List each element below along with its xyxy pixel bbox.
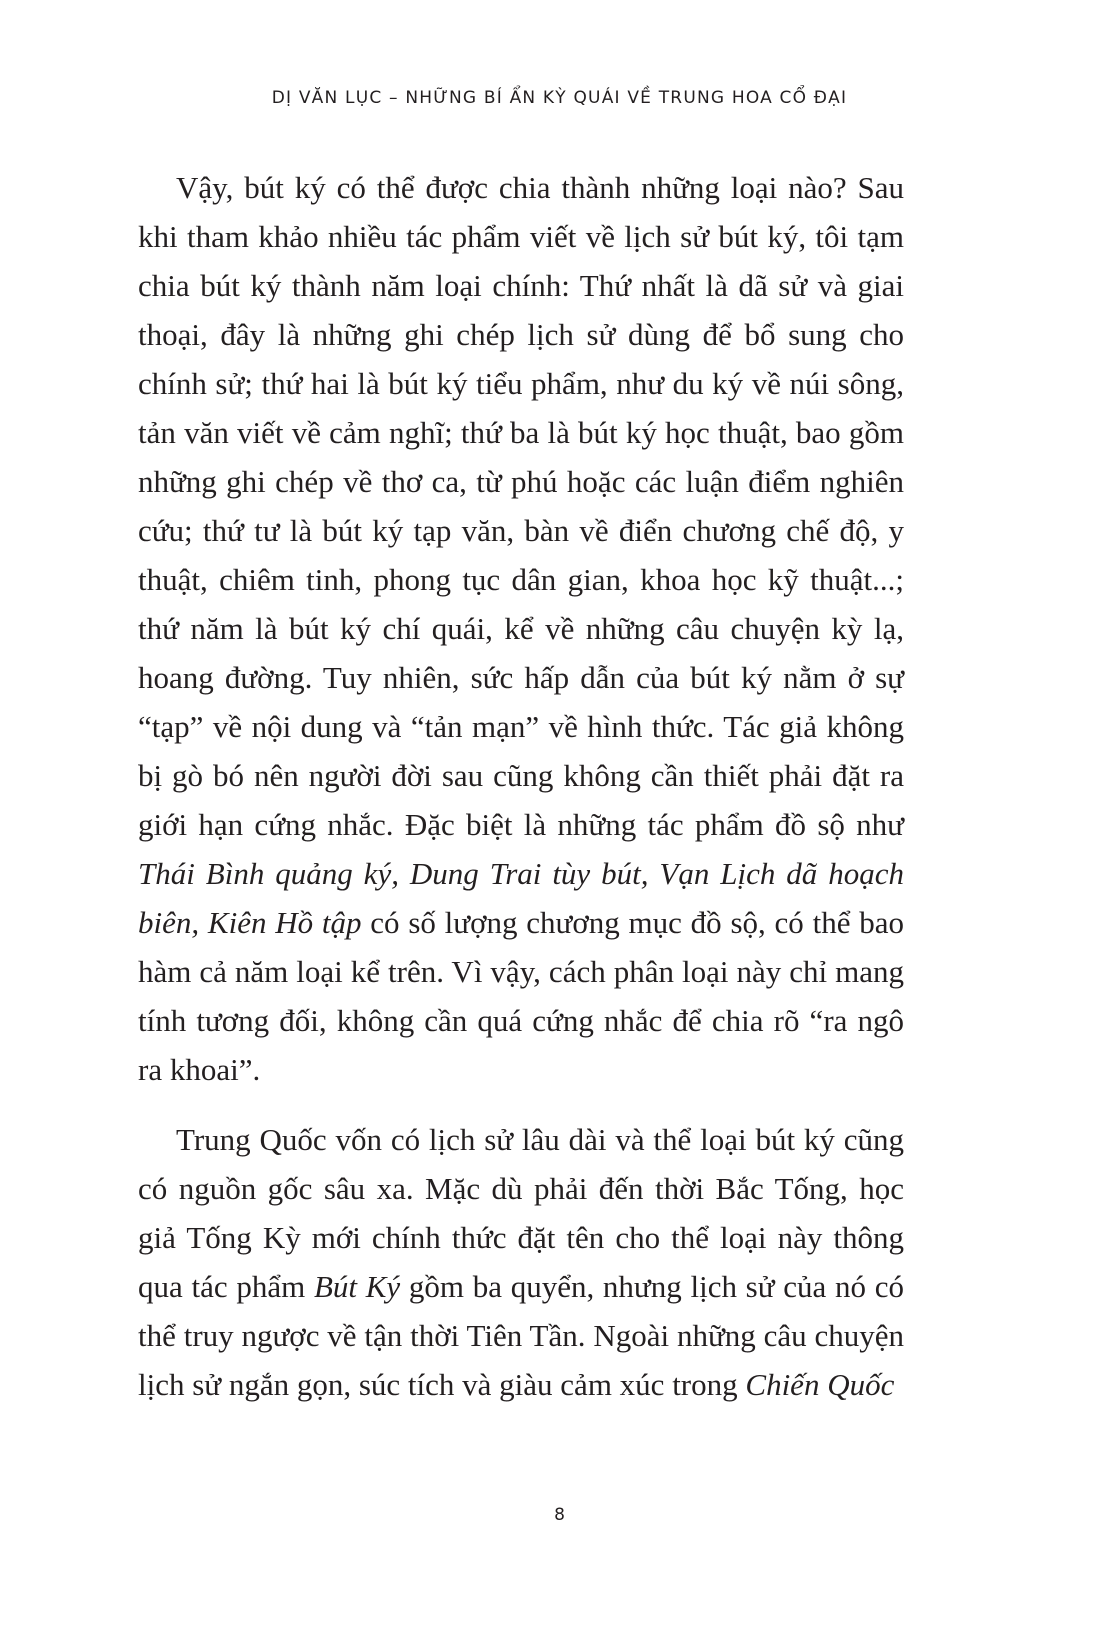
italic-book-title-but-ky: Bút Ký: [313, 1269, 401, 1304]
italic-book-titles: Thái Bình quảng ký, Dung Trai tùy bút, Vạn Lịch dã hoạch biên, Kiên Hồ tập: [138, 856, 904, 940]
page-number: 8: [554, 1505, 565, 1525]
running-header: DỊ VĂN LỤC – NHỮNG BÍ ẨN KỲ QUÁI VỀ TRUNG HOA CỔ ĐẠI: [271, 88, 848, 108]
body-text: [138, 163, 904, 1409]
paragraph-1-text: Vậy, bút ký có thể được chia thành những loại nào? Sau khi tham khảo nhiều tác phẩm viết về lịch sử bút ký, tôi tạm chia bút ký thành năm loại chính: Thứ nhất là dã sử và giai thoại, đây là những ghi chép lịch sử dùng để bổ sung cho chính sử; thứ hai là bút ký tiểu phẩm, như du ký về núi sông, tản văn viết về cảm nghĩ; thứ ba là bút ký học thuật, bao gồm những ghi chép về thơ ca, từ phú hoặc các luận điểm nghiên cứu; thứ tư là bút ký tạp văn, bàn về điển chương chế độ, y thuật, chiêm tinh, phong tục dân gian, khoa học kỹ thuật...; thứ năm là bút ký chí quái, kể về những câu chuyện kỳ lạ, hoang đường. Tuy nhiên, sức hấp dẫn của bút ký nằm ở sự “tạp” về nội dung và “tản mạn” về hình thức. Tác giả không bị gò bó nên người đời sau cũng không cần thiết phải đặt ra giới hạn cứng nhắc. Đặc biệt là những tác phẩm đồ sộ như: [138, 170, 904, 842]
paragraph-2-text-middle: gồm ba quyển, nhưng lịch sử của nó có thể truy ngược về tận thời Tiên Tần. Ngoài những câu chuyện lịch sử ngắn gọn, súc tích và giàu cảm xúc trong: [138, 1269, 904, 1402]
paragraph-1: [138, 163, 904, 1094]
paragraph-2-text: Trung Quốc vốn có lịch sử lâu dài và thể loại bút ký cũng có nguồn gốc sâu xa. Mặc dù phải đến thời Bắc Tống, học giả Tống Kỳ mới chính thức đặt tên cho thể loại này thông qua tác phẩm: [138, 1122, 904, 1304]
paragraph-1-text-end: có số lượng chương mục đồ sộ, có thể bao hàm cả năm loại kể trên. Vì vậy, cách phân loại này chỉ mang tính tương đối, không cần quá cứng nhắc để chia rõ “ra ngô ra khoai”.: [138, 905, 904, 1087]
paragraph-2: [138, 1115, 904, 1409]
italic-book-title-chien-quoc: Chiến Quốc: [745, 1367, 895, 1402]
